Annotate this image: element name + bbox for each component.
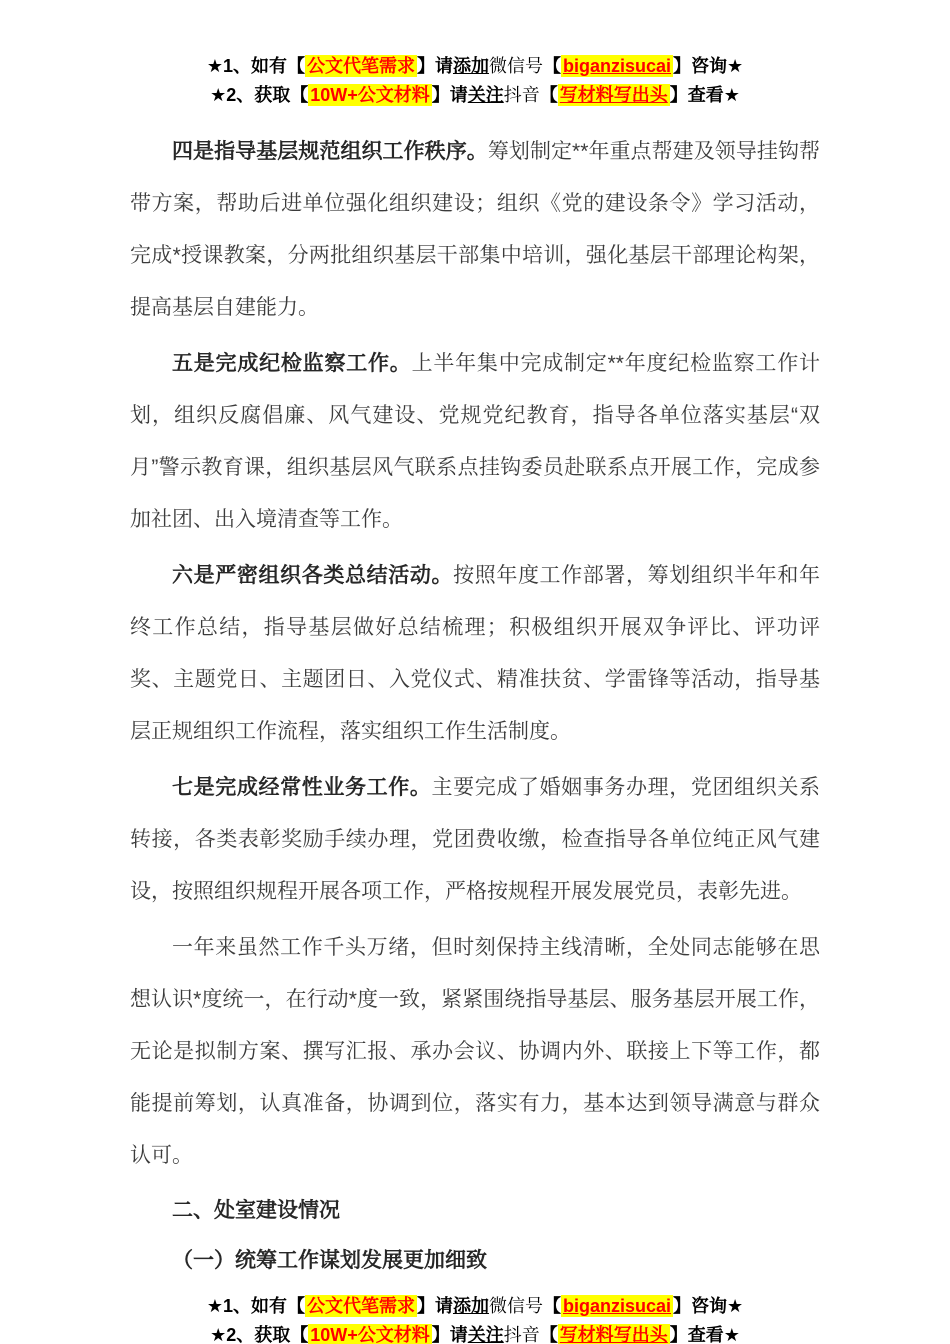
- channel-label: 微信号: [488, 1296, 543, 1316]
- wechat-id: biganzisucai: [562, 1296, 672, 1316]
- channel-label: 抖音: [503, 1325, 540, 1344]
- douyin-account: 写材料写出头: [559, 85, 668, 105]
- bracket: 【: [542, 56, 561, 76]
- promo-text: 】请: [431, 1325, 468, 1344]
- paragraph-body: 按照年度工作部署，筹划组织半年和年终工作总结，指导基层做好总结梳理；积极组织开展双争评比、评功评奖、主题党日、主题团日、入党仪式、精准扶贫、学雷锋等活动，指导基层正规组织工作流程，落实组织工作生活制度。: [130, 564, 821, 743]
- promo-text: 】请: [416, 56, 453, 76]
- bracket: 【: [539, 1325, 558, 1344]
- highlighted-keyword: 10W+公文材料: [310, 1325, 430, 1344]
- highlighted-keyword: 公文代笔需求: [306, 56, 415, 76]
- underlined-action: 关注: [467, 85, 504, 105]
- section-heading: 二、处室建设情况: [172, 1199, 340, 1222]
- report-paragraph: [130, 550, 820, 758]
- highlighted-keyword: 10W+公文材料: [310, 85, 430, 105]
- promo-header: [130, 52, 820, 110]
- paragraph-lead: 六是严密组织各类总结活动。: [172, 564, 454, 587]
- underlined-action: 关注: [467, 1325, 504, 1344]
- wechat-id: biganzisucai: [562, 56, 672, 76]
- promo-prefix: ★2、获取【: [210, 85, 309, 105]
- highlighted-keyword: 公文代笔需求: [306, 1296, 415, 1316]
- promo-text: 】请: [416, 1296, 453, 1316]
- promo-prefix: ★2、获取【: [210, 1325, 309, 1344]
- promo-suffix: 】咨询★: [673, 56, 744, 76]
- paragraph-lead: 四是指导基层规范组织工作秩序。: [172, 140, 488, 163]
- subsection-heading: （一）统筹工作谋划发展更加细致: [172, 1249, 487, 1272]
- promo-suffix: 】查看★: [669, 85, 740, 105]
- report-paragraph: [130, 922, 820, 1182]
- paragraph-lead: 五是完成纪检监察工作。: [172, 352, 412, 375]
- paragraph-lead: 七是完成经常性业务工作。: [172, 776, 432, 799]
- bracket: 【: [539, 85, 558, 105]
- paragraph-body: 筹划制定**年重点帮建及领导挂钩帮带方案，帮助后进单位强化组织建设；组织《党的建设条令》学习活动，完成*授课教案，分两批组织基层干部集中培训，强化基层干部理论构架，提高基层自建能力。: [130, 140, 820, 319]
- bracket: 【: [542, 1296, 561, 1316]
- channel-label: 抖音: [503, 85, 540, 105]
- underlined-action: 添加: [452, 56, 489, 76]
- report-paragraph: [130, 762, 820, 918]
- promo-prefix: ★1、如有【: [206, 56, 305, 76]
- paragraph-body: 主要完成了婚姻事务办理，党团组织关系转接，各类表彰奖励手续办理，党团费收缴，检查指导各单位纯正风气建设，按照组织规程开展各项工作，严格按规程开展发展党员，表彰先进。: [130, 776, 821, 903]
- douyin-account: 写材料写出头: [559, 1325, 668, 1344]
- report-paragraph: [130, 126, 820, 334]
- paragraph-body: 上半年集中完成制定**年度纪检监察工作计划，组织反腐倡廉、风气建设、党规党纪教育，指导各单位落实基层“双月”警示教育课，组织基层风气联系点挂钩委员赴联系点开展工作，完成参加社团、出入境清查等工作。: [130, 352, 820, 531]
- promo-suffix: 】咨询★: [673, 1296, 744, 1316]
- promo-line-2: [130, 81, 820, 110]
- promo-line-2: [130, 1321, 820, 1344]
- promo-footer: [130, 1292, 820, 1344]
- promo-text: 】请: [431, 85, 468, 105]
- report-paragraph: [130, 338, 820, 546]
- promo-prefix: ★1、如有【: [206, 1296, 305, 1316]
- promo-line-1: [130, 1292, 820, 1321]
- underlined-action: 添加: [452, 1296, 489, 1316]
- promo-line-1: [130, 52, 820, 81]
- channel-label: 微信号: [488, 56, 543, 76]
- paragraph-body: 一年来虽然工作千头万绪，但时刻保持主线清晰，全处同志能够在思想认识*度统一，在行动*度一致，紧紧围绕指导基层、服务基层开展工作，无论是拟制方案、撰写汇报、承办会议、协调内外、联接上下等工作，都能提前筹划，认真准备，协调到位，落实有力，基本达到领导满意与群众认可。: [130, 936, 820, 1167]
- promo-suffix: 】查看★: [669, 1325, 740, 1344]
